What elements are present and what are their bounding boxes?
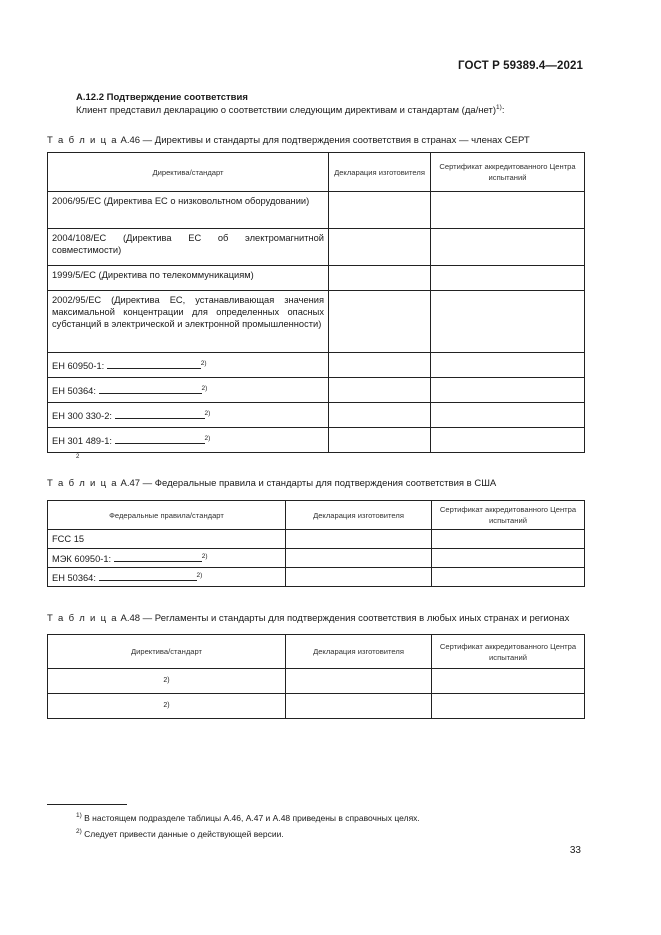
cell-declaration[interactable] bbox=[329, 229, 431, 266]
cell-certificate[interactable] bbox=[431, 229, 585, 266]
cell-certificate[interactable] bbox=[432, 530, 585, 549]
table-row bbox=[48, 291, 585, 353]
cell-certificate[interactable] bbox=[431, 266, 585, 291]
table-47 bbox=[47, 500, 585, 587]
column-header: Директива/стандарт bbox=[48, 635, 286, 669]
caption-text: А.48 — Регламенты и стандарты для подтверждения соответствия в любых иных странах и регионах bbox=[120, 613, 570, 624]
fill-in-blank[interactable] bbox=[107, 359, 201, 369]
column-header: Директива/стандарт bbox=[48, 153, 329, 192]
cell-declaration[interactable] bbox=[286, 568, 432, 587]
table-48-caption bbox=[47, 613, 569, 624]
section-intro bbox=[76, 105, 504, 116]
cell-directive: 2002/95/ЕС (Директива ЕС, устанавливающая значения максимальной концентрации для определенных опасных субстанций в электрической и электронной промышленности) bbox=[48, 291, 329, 353]
table-46 bbox=[47, 152, 585, 453]
fill-in-blank[interactable] bbox=[114, 552, 202, 562]
intro-end: : bbox=[501, 105, 505, 116]
cell-certificate[interactable] bbox=[432, 669, 585, 694]
cell-directive: 2006/95/ЕС (Директива ЕС о низковольтном оборудовании) bbox=[48, 192, 329, 229]
section-title: А.12.2 Подтверждение соответствия bbox=[76, 92, 248, 103]
cell-certificate[interactable] bbox=[431, 353, 585, 378]
stray-mark: 2 bbox=[76, 454, 80, 460]
document-header: ГОСТ Р 59389.4—2021 bbox=[458, 60, 583, 72]
cell-directive[interactable]: 2) bbox=[48, 694, 286, 719]
table-row bbox=[48, 353, 585, 378]
caption-text: А.47 — Федеральные правила и стандарты для подтверждения соответствия в США bbox=[120, 478, 497, 489]
caption-prefix: Т а б л и ц а bbox=[47, 478, 118, 489]
cell-declaration[interactable] bbox=[329, 378, 431, 403]
caption-prefix: Т а б л и ц а bbox=[47, 613, 118, 624]
table-row bbox=[48, 266, 585, 291]
cell-directive: ЕН 50364: $^{2)}$ bbox=[48, 378, 329, 403]
cell-rule: FCC 15 bbox=[48, 530, 286, 549]
cell-rule: ЕН 50364: $^{2)}$ bbox=[48, 568, 286, 587]
column-header: Сертификат аккредитованного Центра испытаний bbox=[432, 635, 585, 669]
cell-declaration[interactable] bbox=[329, 291, 431, 353]
cell-declaration[interactable] bbox=[329, 353, 431, 378]
fill-in-blank[interactable] bbox=[99, 571, 197, 581]
table-46-caption bbox=[47, 135, 530, 146]
page-number: 33 bbox=[569, 845, 581, 856]
table-row bbox=[48, 428, 585, 453]
cell-declaration[interactable] bbox=[286, 669, 432, 694]
fill-in-blank[interactable] bbox=[115, 409, 205, 419]
cell-certificate[interactable] bbox=[431, 378, 585, 403]
cell-certificate[interactable] bbox=[431, 192, 585, 229]
cell-declaration[interactable] bbox=[329, 428, 431, 453]
cell-directive[interactable]: 2) bbox=[48, 669, 286, 694]
table-row bbox=[48, 229, 585, 266]
cell-directive: ЕН 301 489-1: $^{2)}$ bbox=[48, 428, 329, 453]
caption-text: А.46 — Директивы и стандарты для подтверждения соответствия в странах — членах СЕРТ bbox=[120, 135, 530, 146]
cell-directive: 1999/5/ЕС (Директива по телекоммуникациям) bbox=[48, 266, 329, 291]
cell-declaration[interactable] bbox=[286, 530, 432, 549]
cell-declaration[interactable] bbox=[286, 694, 432, 719]
fill-in-blank[interactable] bbox=[115, 434, 205, 444]
cell-rule: МЭК 60950-1: $^{2)}$ bbox=[48, 549, 286, 568]
table-48 bbox=[47, 634, 585, 719]
cell-declaration[interactable] bbox=[329, 266, 431, 291]
footnote-divider bbox=[47, 804, 127, 805]
cell-directive: ЕН 60950-1: $^{2)}$ bbox=[48, 353, 329, 378]
column-header: Декларация изготовителя bbox=[286, 501, 432, 530]
cell-certificate[interactable] bbox=[431, 291, 585, 353]
cell-directive: 2004/108/ЕС (Директива ЕС об электромагнитной совместимости) bbox=[48, 229, 329, 266]
intro-text: Клиент представил декларацию о соответствии следующим директивам и стандартам (да/нет) bbox=[76, 105, 497, 116]
column-header: Федеральные правила/стандарт bbox=[48, 501, 286, 530]
cell-declaration[interactable] bbox=[286, 549, 432, 568]
table-row bbox=[48, 694, 585, 719]
table-row bbox=[48, 530, 585, 549]
table-row bbox=[48, 568, 585, 587]
cell-directive: ЕН 300 330-2: $^{2)}$ bbox=[48, 403, 329, 428]
column-header: Декларация изготовителя bbox=[286, 635, 432, 669]
column-header: Сертификат аккредитованного Центра испытаний bbox=[431, 153, 585, 192]
cell-certificate[interactable] bbox=[432, 694, 585, 719]
table-47-caption bbox=[47, 478, 496, 489]
cell-certificate[interactable] bbox=[431, 428, 585, 453]
table-row bbox=[48, 378, 585, 403]
intro-footnote-ref: 1) bbox=[496, 103, 502, 111]
footnote: $^{2)}$ Следует привести данные о действующей версии. bbox=[76, 828, 284, 839]
cell-certificate[interactable] bbox=[432, 568, 585, 587]
cell-declaration[interactable] bbox=[329, 403, 431, 428]
table-row bbox=[48, 549, 585, 568]
footnote: $^{1)}$ В настоящем подразделе таблицы А.46, А.47 и А.48 приведены в справочных целях. bbox=[76, 812, 420, 823]
column-header: Декларация изготовителя bbox=[329, 153, 431, 192]
table-row bbox=[48, 669, 585, 694]
cell-declaration[interactable] bbox=[329, 192, 431, 229]
column-header: Сертификат аккредитованного Центра испытаний bbox=[432, 501, 585, 530]
cell-certificate[interactable] bbox=[432, 549, 585, 568]
cell-certificate[interactable] bbox=[431, 403, 585, 428]
fill-in-blank[interactable] bbox=[99, 384, 202, 394]
caption-prefix: Т а б л и ц а bbox=[47, 135, 118, 146]
table-row bbox=[48, 403, 585, 428]
table-row bbox=[48, 192, 585, 229]
